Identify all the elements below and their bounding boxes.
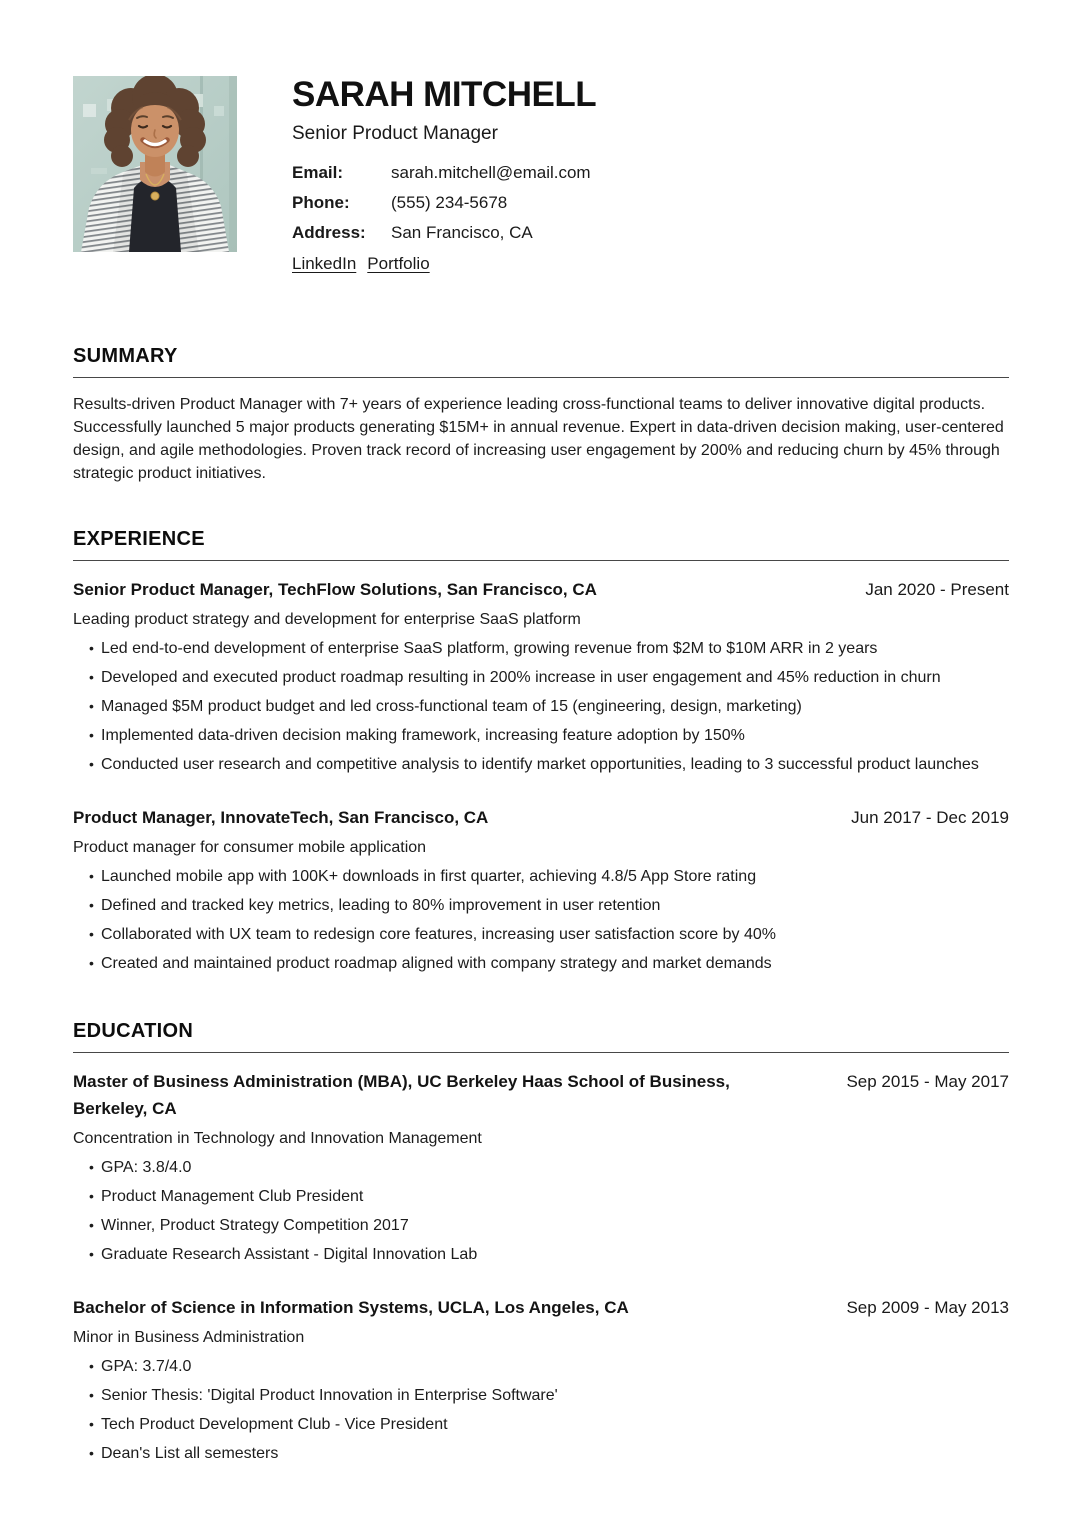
contact-address-label: Address:	[292, 223, 366, 243]
job-bullet: • Implemented data-driven decision making framework, increasing feature adoption by 150%	[73, 724, 1009, 747]
degree-bullet: • Graduate Research Assistant - Digital Innovation Lab	[73, 1243, 1009, 1266]
contact-phone-value: (555) 234-5678	[391, 192, 508, 212]
job-bullet: • Developed and executed product roadmap resulting in 200% increase in user engagement and 45% reduction in churn	[73, 666, 1009, 689]
degree-entry-head	[73, 1294, 1009, 1321]
degree-entry-head	[73, 1068, 1009, 1122]
degree-bullet: • Winner, Product Strategy Competition 2017	[73, 1214, 1009, 1237]
resume-header	[73, 76, 1009, 274]
job-entry-head	[73, 804, 1009, 831]
contact-email-value: sarah.mitchell@email.com	[391, 162, 591, 182]
degree-bullet: • GPA: 3.7/4.0	[73, 1355, 1009, 1378]
contact-phone-label: Phone:	[292, 192, 350, 212]
job-bullet: • Managed $5M product budget and led cross-functional team of 15 (engineering, design, marketing)	[73, 695, 1009, 718]
job-subtitle: Product manager for consumer mobile application	[73, 838, 427, 856]
degree-bullet: • Dean's List all semesters	[73, 1442, 1009, 1465]
degree-dates: Sep 2015 - May 2017	[846, 1071, 1009, 1091]
degree-bullet: • GPA: 3.8/4.0	[73, 1156, 1009, 1179]
contact-address-value: San Francisco, CA	[391, 223, 533, 243]
degree-entry-mba	[73, 1068, 1009, 1266]
experience-section	[73, 527, 1009, 975]
profile-photo	[73, 76, 237, 252]
job-bullet: • Defined and tracked key metrics, leading to 80% improvement in user retention	[73, 894, 1009, 917]
degree-bullet: • Product Management Club President	[73, 1185, 1009, 1208]
degree-bullet: • Senior Thesis: 'Digital Product Innovation in Enterprise Software'	[73, 1384, 1009, 1407]
degree-bullet: • Tech Product Development Club - Vice President	[73, 1413, 1009, 1436]
degree-dates: Sep 2009 - May 2013	[846, 1297, 1009, 1317]
job-bullet-list	[73, 637, 1009, 776]
job-dates: Jun 2017 - Dec 2019	[851, 807, 1009, 827]
education-heading: EDUCATION	[73, 1019, 1009, 1053]
job-entry-head	[73, 576, 1009, 603]
job-subtitle: Leading product strategy and development for enterprise SaaS platform	[73, 610, 581, 628]
links-row	[292, 254, 596, 274]
summary-section	[73, 344, 1009, 485]
job-bullet-list	[73, 865, 1009, 975]
summary-text: Results-driven Product Manager with 7+ years of experience leading cross-functional teams to deliver innovative digital products. Successfully launched 5 major products generating $15M+ in annual revenue. Expert in data-driven decision making, user-centered design, and agile methodologies. Proven track record of increasing user engagement by 200% and reducing churn by 45% through strategic product initiatives.	[73, 395, 1004, 482]
contact-list	[292, 163, 596, 244]
candidate-title: Senior Product Manager	[292, 122, 498, 144]
job-bullet: • Launched mobile app with 100K+ downloads in first quarter, achieving 4.8/5 App Store rating	[73, 865, 1009, 888]
job-bullet: • Led end-to-end development of enterprise SaaS platform, growing revenue from $2M to $10M ARR in 2 years	[73, 637, 1009, 660]
job-title: Product Manager, InnovateTech, San Francisco, CA	[73, 807, 489, 827]
contact-row-email	[292, 163, 596, 183]
job-entry-innovatetech	[73, 804, 1009, 975]
degree-subtitle: Minor in Business Administration	[73, 1328, 305, 1346]
candidate-name: SARAH MITCHELL	[292, 75, 597, 114]
job-bullet: • Collaborated with UX team to redesign core features, increasing user satisfaction score by 40%	[73, 923, 1009, 946]
summary-heading: SUMMARY	[73, 344, 1009, 378]
degree-title: Bachelor of Science in Information Systems, UCLA, Los Angeles, CA	[73, 1297, 629, 1317]
degree-bullet-list	[73, 1156, 1009, 1266]
degree-entry-bs	[73, 1294, 1009, 1465]
contact-row-address	[292, 223, 596, 243]
experience-heading: EXPERIENCE	[73, 527, 1009, 561]
linkedin-link[interactable]: LinkedIn	[292, 253, 357, 273]
job-entry-techflow	[73, 576, 1009, 776]
portfolio-link[interactable]: Portfolio	[367, 253, 430, 273]
job-title: Senior Product Manager, TechFlow Solutions, San Francisco, CA	[73, 579, 597, 599]
job-dates: Jan 2020 - Present	[865, 579, 1009, 599]
degree-subtitle: Concentration in Technology and Innovation Management	[73, 1129, 482, 1147]
header-info	[292, 76, 596, 274]
degree-title: Master of Business Administration (MBA), UC Berkeley Haas School of Business, Berkeley, CA	[73, 1071, 730, 1118]
job-bullet: • Created and maintained product roadmap aligned with company strategy and market demands	[73, 952, 1009, 975]
education-section	[73, 1019, 1009, 1465]
contact-email-label: Email:	[292, 162, 344, 182]
contact-row-phone	[292, 193, 596, 213]
degree-bullet-list	[73, 1355, 1009, 1465]
profile-photo-illustration	[73, 76, 237, 252]
job-bullet: • Conducted user research and competitive analysis to identify market opportunities, leading to 3 successful product launches	[73, 753, 1009, 776]
